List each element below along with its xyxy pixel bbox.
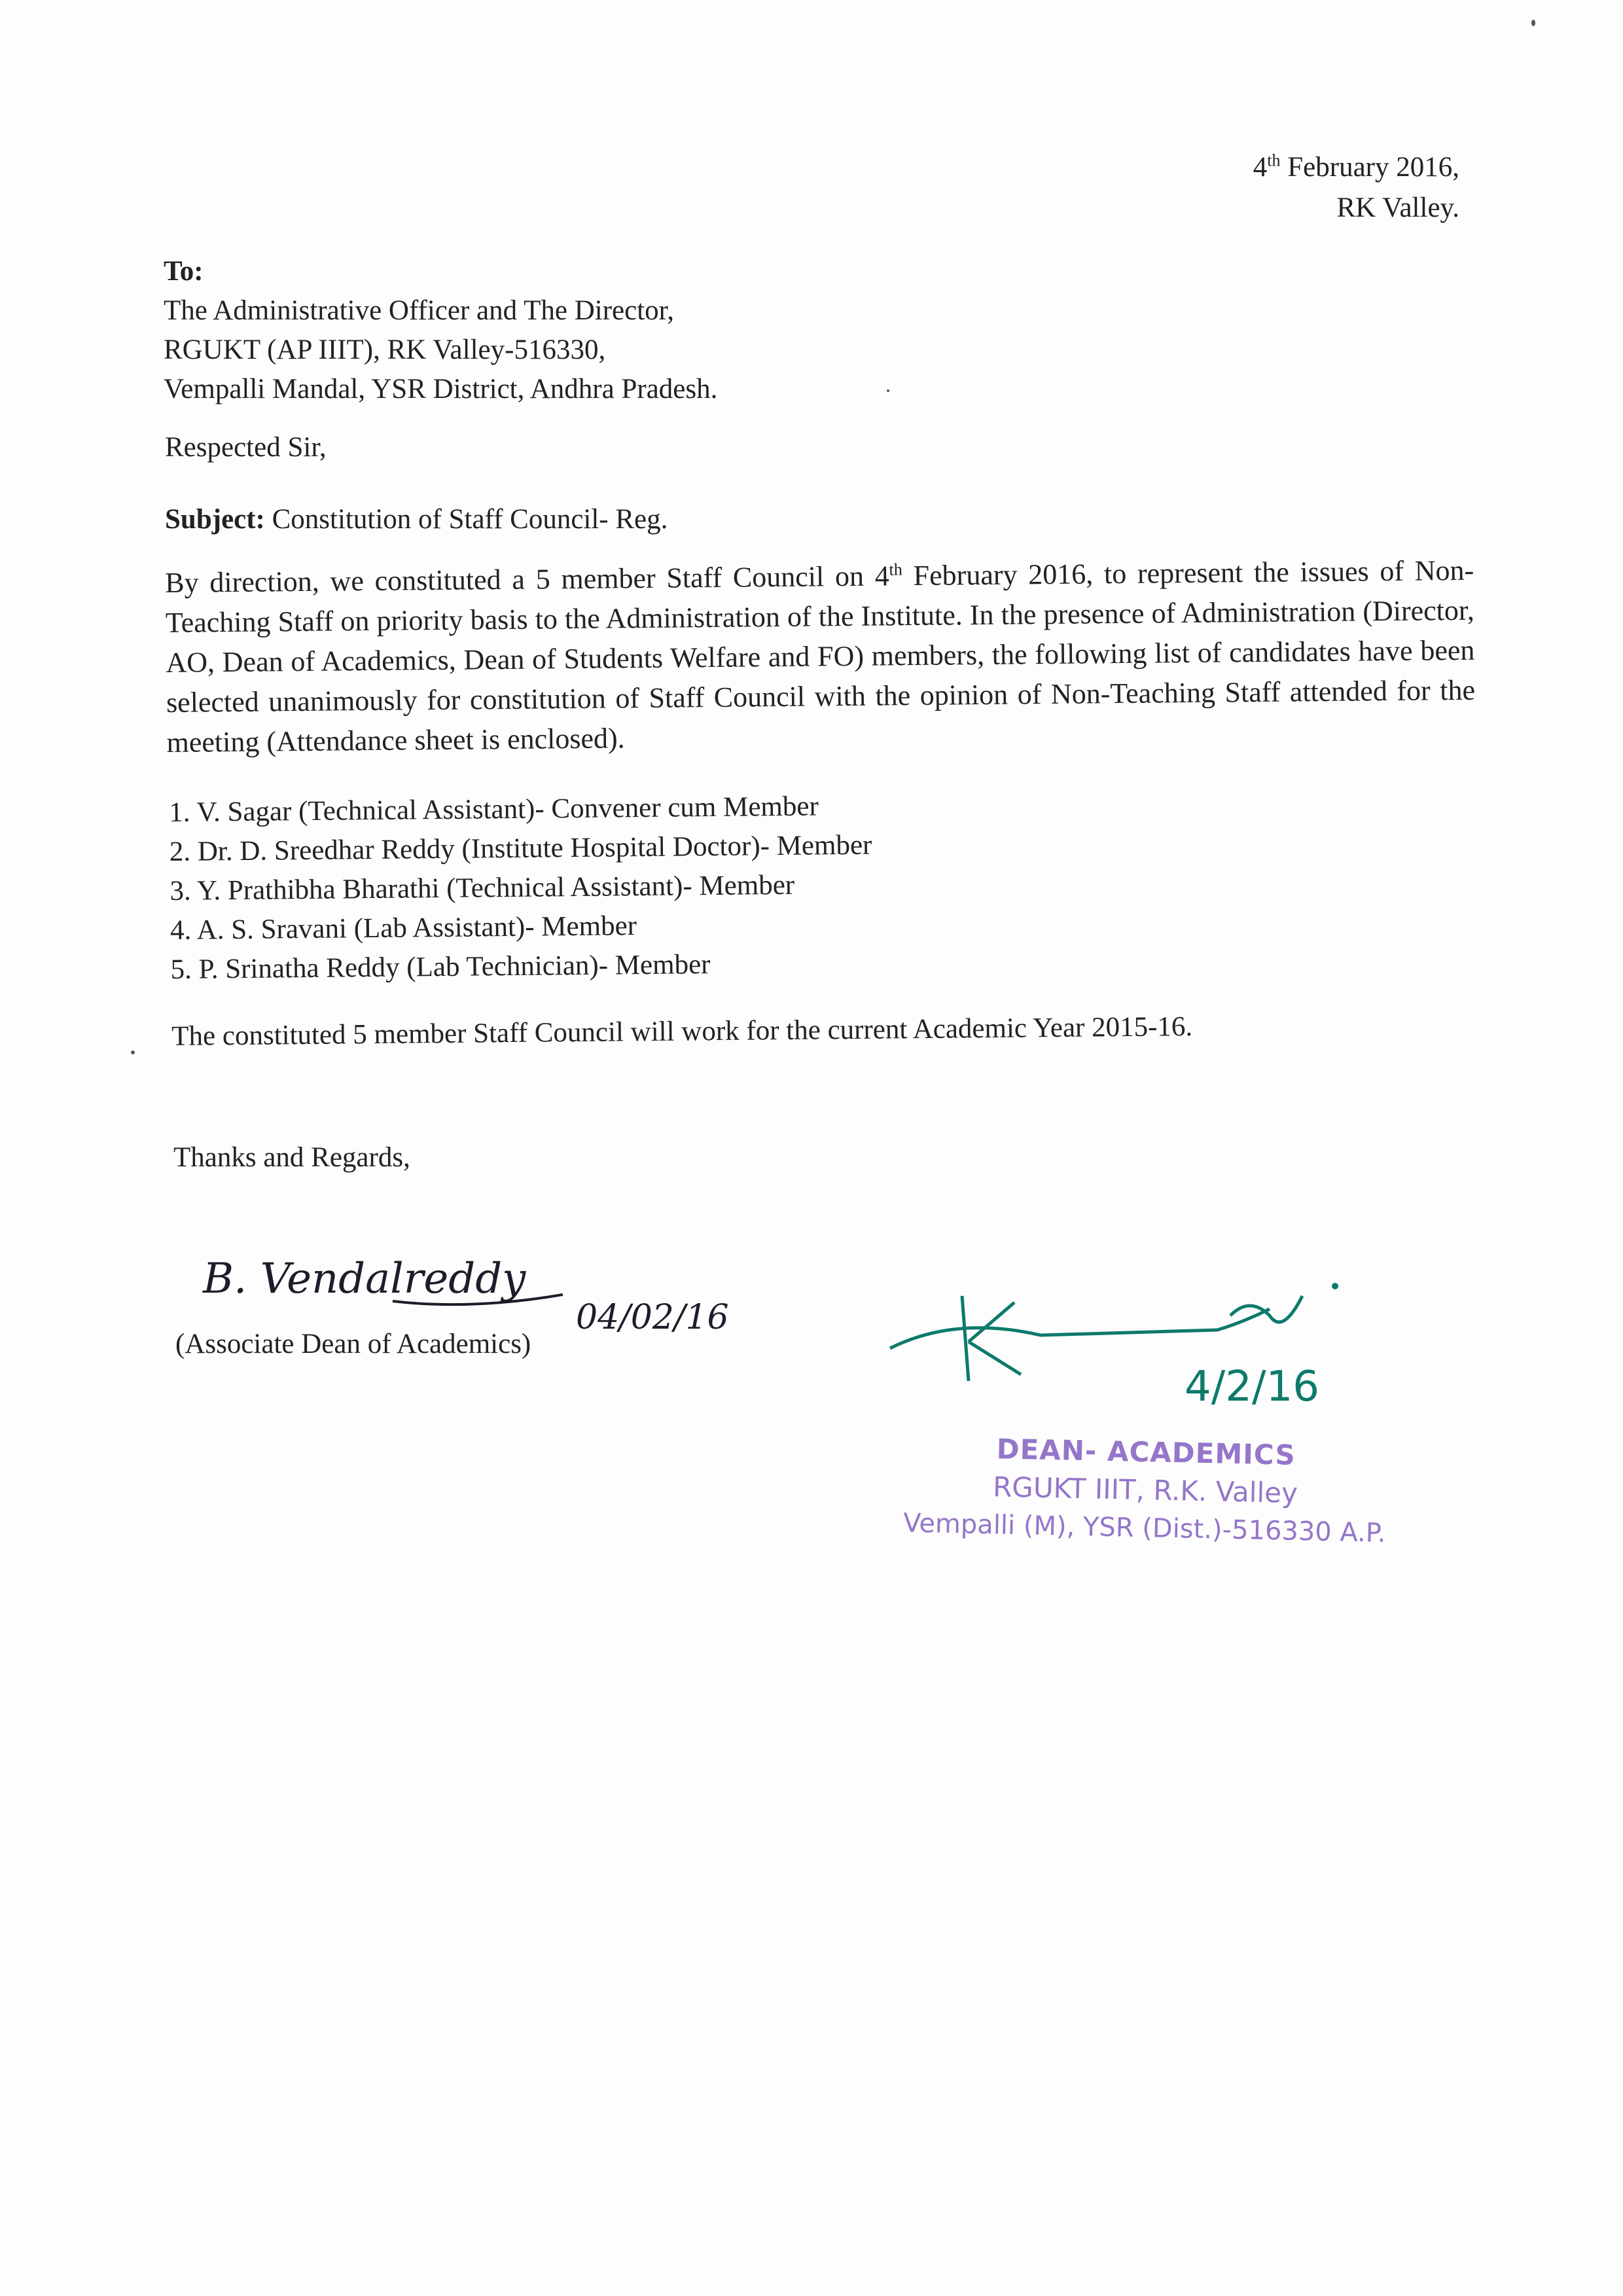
signature-1-name: B. Vendalreddy — [203, 1255, 526, 1303]
dean-academics-stamp — [895, 1428, 1395, 1552]
subject-text: Constitution of Staff Council- Reg. — [264, 504, 668, 535]
member-item: 2. Dr. D. Sreedhar Reddy (Institute Hospital Doctor)- Member — [169, 829, 872, 867]
member-item: 3. Y. Prathibha Bharathi (Technical Assistant)- Member — [169, 869, 795, 906]
paragraph-part-1: By direction, we constituted a 5 member Staff Council on 4 — [165, 560, 889, 599]
addressee-line-1: The Administrative Officer and The Director, — [164, 295, 674, 326]
paragraph-part-2: February 2016, to represent the issues of Non-Teaching Staff on priority basis to the Administration of the Institute. In the presence of Administration (Director, AO, Dean of Academics, Dean of Students Welfare and FO) members, the following list of candidates have been selected unanimously for constitution of Staff Council with the opinion of Non-Teaching Staff attended for the meeting (Attendance sheet is enclosed). — [165, 554, 1476, 759]
letter-date — [1253, 147, 1459, 188]
subject-label: Subject: — [165, 504, 265, 535]
signature-associate-dean — [196, 1230, 733, 1335]
signature-2-dot — [1332, 1283, 1338, 1289]
salutation: Respected Sir, — [165, 432, 327, 463]
associate-dean-title: (Associate Dean of Academics) — [175, 1329, 531, 1359]
closing-paragraph: The constituted 5 member Staff Council will work for the current Academic Year 2015-16. — [171, 1011, 1193, 1052]
members-list — [169, 787, 873, 990]
to-label: To: — [164, 256, 204, 287]
member-item: 1. V. Sagar (Technical Assistant)- Convener cum Member — [169, 791, 819, 828]
member-item: 4. A. S. Sravani (Lab Assistant)- Member — [169, 910, 637, 946]
regards-line: Thanks and Regards, — [173, 1142, 410, 1173]
letter-place: RK Valley. — [1336, 192, 1459, 223]
signature-2-letter — [962, 1296, 1021, 1381]
stamp-line-3: Vempalli (M), YSR (Dist.)-516330 A.P. — [902, 1508, 1386, 1549]
member-item: 5. P. Srinatha Reddy (Lab Technician)- Member — [170, 949, 711, 985]
scan-speck — [887, 389, 889, 392]
addressee-line-2: RGUKT (AP IIIT), RK Valley-516330, — [164, 334, 606, 365]
date-day: 4 — [1253, 152, 1268, 183]
date-block — [1253, 147, 1459, 228]
subject-line — [165, 501, 668, 539]
addressee-line-3: Vempalli Mandal, YSR District, Andhra Pradesh. — [164, 374, 718, 404]
addressee-block — [164, 252, 717, 409]
signature-1-date: 04/02/16 — [576, 1298, 729, 1335]
date-day-suffix: th — [1267, 151, 1281, 170]
body-paragraph — [165, 550, 1476, 762]
stamp-line-2: RGUKT IIIT, R.K. Valley — [992, 1471, 1298, 1509]
signature-dean-academics — [877, 1270, 1400, 1420]
paragraph-sup: th — [889, 560, 902, 579]
signature-2-stroke — [890, 1309, 1270, 1348]
scan-speck — [1531, 20, 1535, 26]
signature-2-date: 4/2/16 — [1185, 1363, 1319, 1411]
date-month-year: February 2016, — [1280, 152, 1459, 183]
stamp-line-1: DEAN- ACADEMICS — [996, 1433, 1296, 1471]
scan-speck — [131, 1050, 135, 1054]
